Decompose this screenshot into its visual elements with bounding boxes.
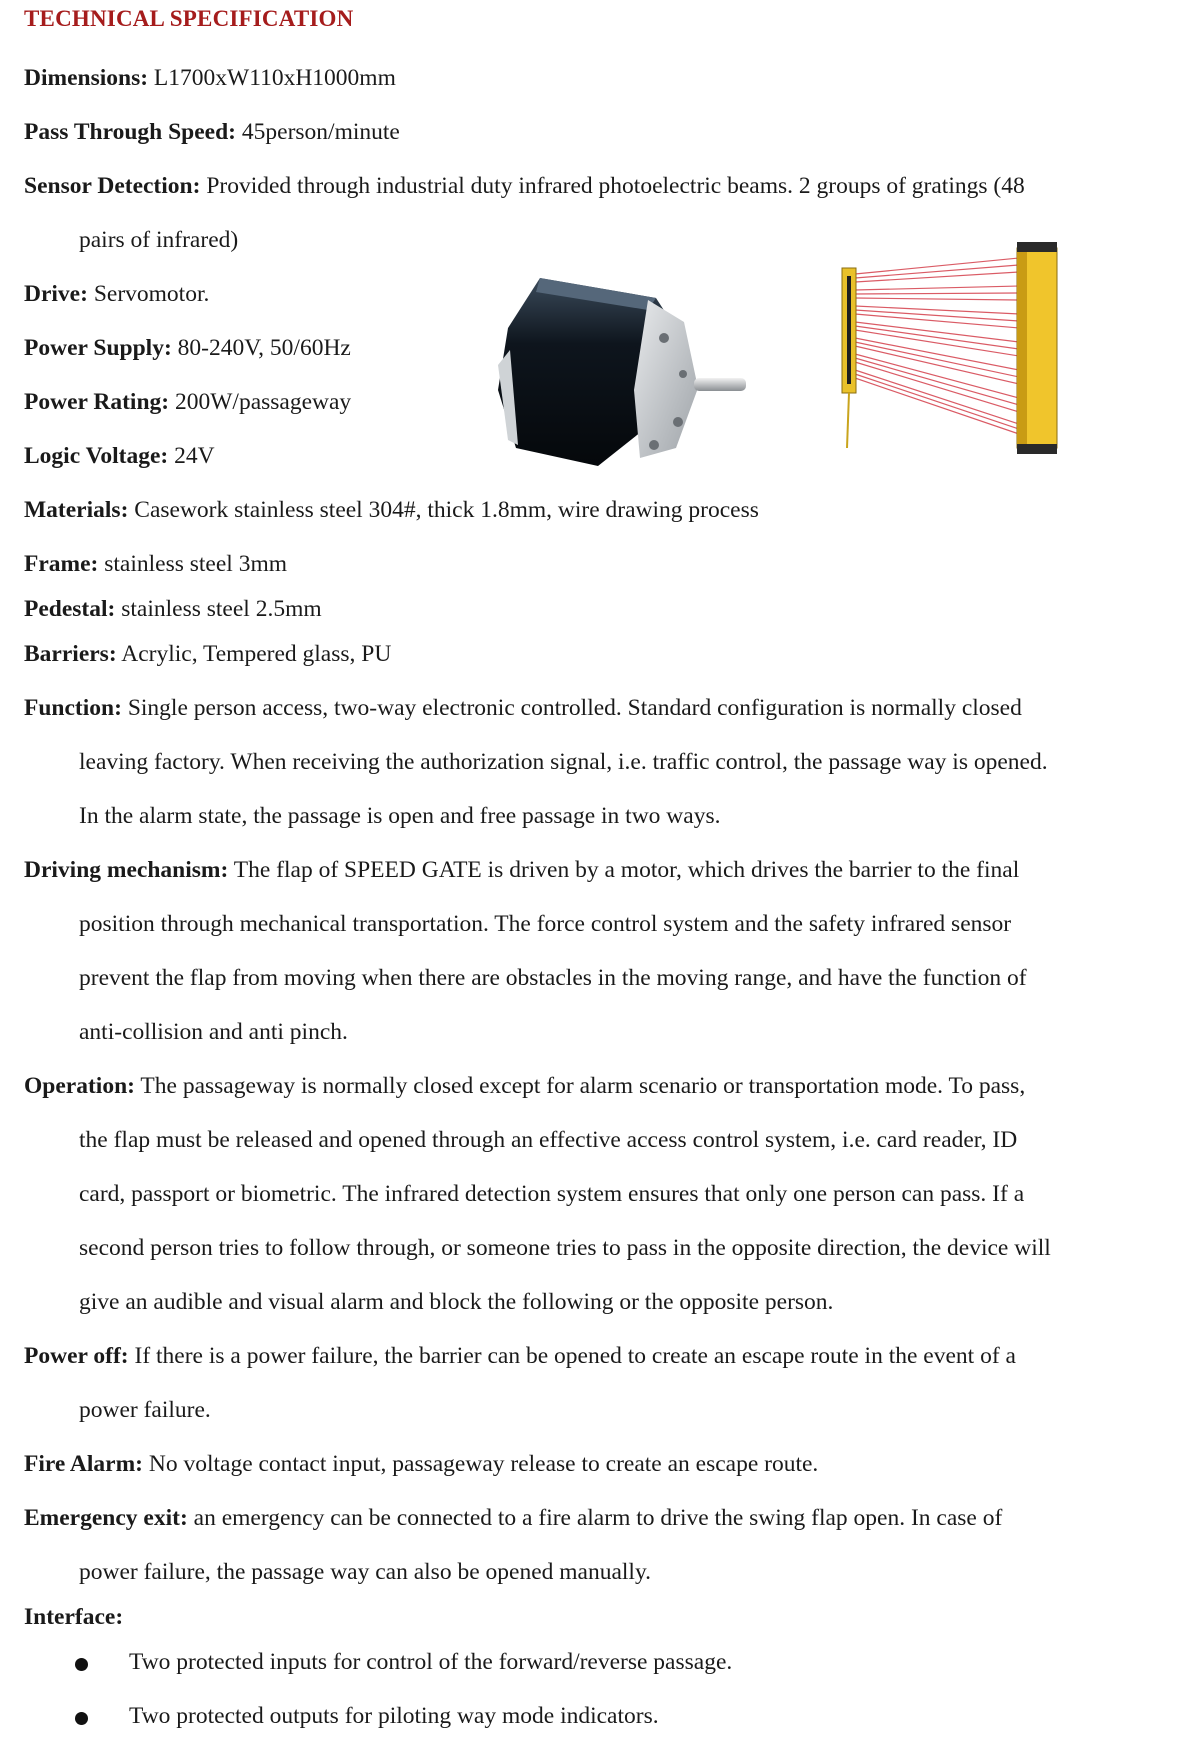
bullet-icon [75,1712,88,1725]
spec-emergency [24,1503,1002,1533]
page-title: TECHNICAL SPECIFICATION [24,6,354,31]
spec-interface [24,1602,123,1632]
spec-operation-cont: give an audible and visual alarm and block the following or the opposite person. [79,1289,834,1315]
spec-value: Servomotor. [87,281,210,307]
spec-power-off-cont: power failure. [79,1397,211,1423]
spec-label: Pedestal: [24,596,116,622]
spec-power-off [24,1341,1016,1371]
spec-operation-cont: the flap must be released and opened through an effective access control system, i.e. card reader, ID [79,1127,1018,1153]
spec-driving [24,855,1019,885]
spec-driving-cont: position through mechanical transportation. The force control system and the safety infrared sensor [79,911,1012,937]
infrared-beams [855,258,1019,434]
spec-label: Fire Alarm: [24,1451,143,1477]
spec-value: Single person access, two-way electronic controlled. Standard configuration is normally closed [121,695,1022,721]
spec-label: Interface: [24,1604,124,1630]
spec-label: Operation: [24,1073,135,1099]
spec-label: Drive: [24,281,88,307]
spec-drive [24,279,209,309]
spec-value: Provided through industrial duty infrared photoelectric beams. 2 groups of gratings (48 [200,173,1025,199]
spec-label: Frame: [24,551,99,577]
spec-speed [24,117,400,147]
spec-function [24,693,1022,723]
spec-function-cont: In the alarm state, the passage is open and free passage in two ways. [79,803,721,829]
spec-label: Function: [24,695,122,721]
spec-value: The passageway is normally closed except for alarm scenario or transportation mode. To pass, [134,1073,1026,1099]
spec-dimensions [24,63,396,93]
spec-label: Barriers: [24,641,117,667]
spec-label: Emergency exit: [24,1505,188,1531]
spec-materials [24,495,759,525]
spec-emergency-cont: power failure, the passage way can also be opened manually. [79,1559,652,1585]
spec-value: If there is a power failure, the barrier can be opened to create an escape route in the event of a [128,1343,1016,1369]
spec-value: 45person/minute [236,119,400,145]
interface-item: Two protected inputs for control of the forward/reverse passage. [129,1649,733,1675]
spec-sensor [24,171,1025,201]
bullet-icon [75,1658,88,1671]
spec-fire-alarm [24,1449,818,1479]
spec-value: L1700xW110xH1000mm [148,65,396,91]
spec-value: Casework stainless steel 304#, thick 1.8mm, wire drawing process [128,497,759,523]
spec-label: Power Supply: [24,335,172,361]
spec-value: stainless steel 3mm [98,551,288,577]
spec-operation-cont: card, passport or biometric. The infrared detection system ensures that only one person can pass. If a [79,1181,1025,1207]
spec-driving-cont: anti-collision and anti pinch. [79,1019,348,1045]
spec-label: Logic Voltage: [24,443,169,469]
spec-label: Driving mechanism: [24,857,229,883]
spec-value: No voltage contact input, passageway release to create an escape route. [142,1451,819,1477]
spec-value: 24V [168,443,215,469]
spec-value: The flap of SPEED GATE is driven by a motor, which drives the barrier to the final [228,857,1020,883]
servomotor-image [488,270,750,470]
spec-power-rating [24,387,351,417]
spec-function-cont: leaving factory. When receiving the authorization signal, i.e. traffic control, the passage way is opened. [79,749,1048,775]
spec-label: Dimensions: [24,65,149,91]
spec-value: stainless steel 2.5mm [115,596,322,622]
spec-power-supply [24,333,351,363]
spec-driving-cont: prevent the flap from moving when there are obstacles in the moving range, and have the function of [79,965,1027,991]
spec-label: Materials: [24,497,129,523]
spec-label: Power off: [24,1343,129,1369]
spec-logic-voltage [24,441,215,471]
spec-sensor-cont: pairs of infrared) [79,227,239,253]
spec-value: 80-240V, 50/60Hz [171,335,351,361]
infrared-light-curtain-image [825,238,1067,460]
spec-value: 200W/passageway [169,389,352,415]
spec-label: Power Rating: [24,389,170,415]
spec-operation [24,1071,1025,1101]
spec-operation-cont: second person tries to follow through, or someone tries to pass in the opposite direction, the device will [79,1235,1051,1261]
spec-barriers [24,639,391,669]
spec-label: Pass Through Speed: [24,119,237,145]
spec-label: Sensor Detection: [24,173,201,199]
interface-item: Two protected outputs for piloting way mode indicators. [129,1703,659,1729]
spec-value: Acrylic, Tempered glass, PU [116,641,392,667]
spec-pedestal [24,594,322,624]
spec-value: an emergency can be connected to a fire alarm to drive the swing flap open. In case of [187,1505,1003,1531]
spec-frame [24,549,287,579]
